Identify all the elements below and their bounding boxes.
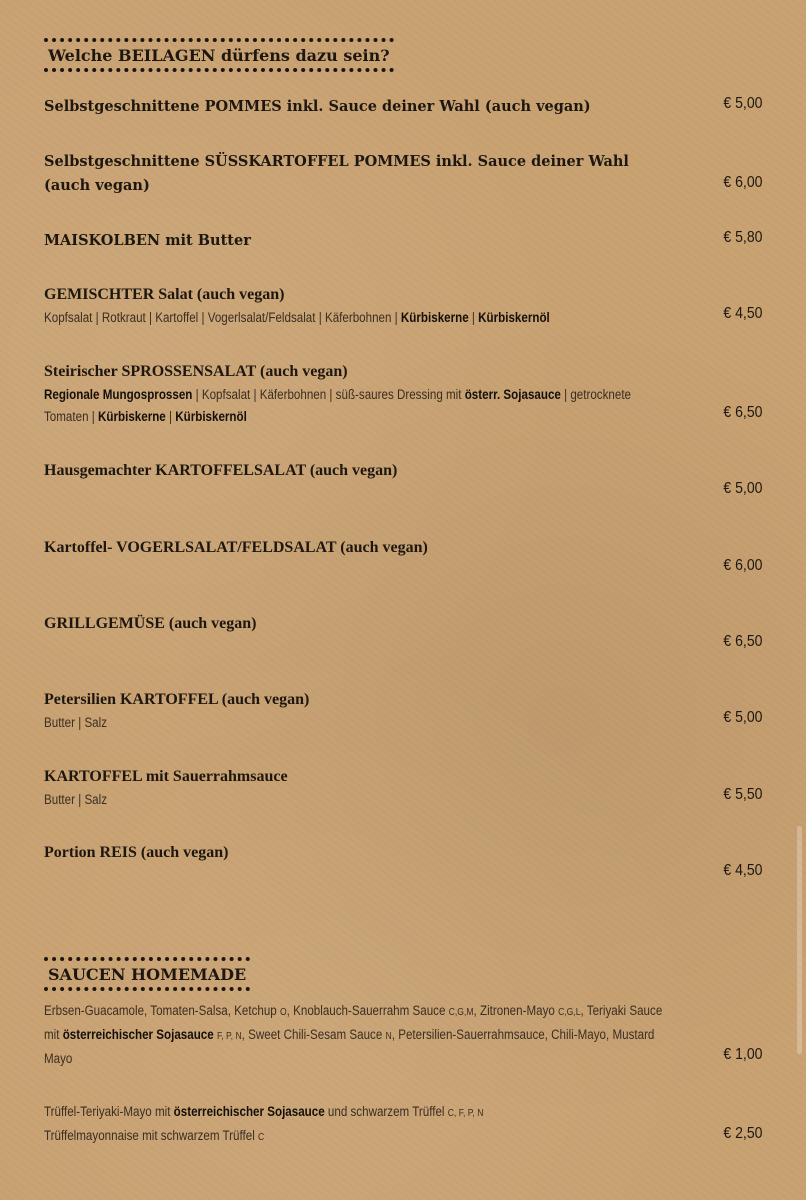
sauce-description: Trüffel-Teriyaki-Mayo mit österreichischer Sojasauce und schwarzem Trüffel C, F, P, N Trüffelmayonnaise mit schwarzem Trüffel C <box>44 1104 484 1143</box>
item-name: Hausgemachter KARTOFFELSALAT (auch vegan) <box>44 462 398 479</box>
sauce-price: € 2,50 <box>722 1125 762 1142</box>
item-price: € 6,50 <box>722 633 762 650</box>
menu-item-maiskolben <box>44 229 762 253</box>
item-name: Petersilien KARTOFFEL (auch vegan) <box>44 691 310 708</box>
beilagen-heading: Welche BEILAGEN dürfens dazu sein? <box>44 38 394 72</box>
item-price: € 4,50 <box>722 305 762 322</box>
item-price: € 6,50 <box>722 404 762 421</box>
item-price: € 5,00 <box>722 95 762 112</box>
item-name: Selbstgeschnittene SÜSSKARTOFFEL POMMES inkl. Sauce deiner Wahl (auch vegan) <box>44 153 629 194</box>
item-price: € 5,00 <box>722 480 762 497</box>
item-price: € 5,50 <box>722 786 762 803</box>
item-description: Butter | Salz <box>44 792 108 807</box>
item-price: € 6,00 <box>722 557 762 574</box>
menu-item-petersilien-kartoffel <box>44 688 762 734</box>
item-description: Butter | Salz <box>44 715 108 730</box>
item-name: KARTOFFEL mit Sauerrahmsauce <box>44 768 288 785</box>
item-description: Kopfsalat | Rotkraut | Kartoffel | Vogerlsalat/Feldsalat | Käferbohnen | Kürbiskerne | Kürbiskernöl <box>44 310 550 325</box>
item-name: GRILLGEMÜSE (auch vegan) <box>44 615 257 632</box>
menu-item-gemischter-salat <box>44 283 762 329</box>
item-price: € 4,50 <box>722 862 762 879</box>
item-name: GEMISCHTER Salat (auch vegan) <box>44 286 285 303</box>
sauce-item-standard <box>44 1000 762 1070</box>
saucen-heading: SAUCEN HOMEMADE <box>44 957 250 991</box>
menu-item-suesskartoffel <box>44 150 762 198</box>
item-price: € 5,80 <box>722 229 762 246</box>
menu-item-grillgemuese <box>44 612 762 650</box>
item-name: Portion REIS (auch vegan) <box>44 844 229 861</box>
menu-item-pommes <box>44 95 762 119</box>
item-name: MAISKOLBEN mit Butter <box>44 232 251 249</box>
sauce-item-trueffel <box>44 1101 762 1149</box>
item-price: € 5,00 <box>722 709 762 726</box>
menu-item-kartoffel-sauerrahm <box>44 765 762 811</box>
item-name: Selbstgeschnittene POMMES inkl. Sauce deiner Wahl (auch vegan) <box>44 98 591 115</box>
menu-item-reis <box>44 841 762 879</box>
menu-item-vogerlsalat <box>44 536 762 574</box>
item-price: € 6,00 <box>722 174 762 191</box>
item-description: Regionale Mungosprossen | Kopfsalat | Käferbohnen | süß-saures Dressing mit österr. Sojasauce | getrocknete Tomaten | Kürbiskerne | Kürbiskernöl <box>44 387 632 424</box>
sauce-description: Erbsen-Guacamole, Tomaten-Salsa, Ketchup O, Knoblauch-Sauerrahm Sauce C,G,M, Zitronen-Mayo C,G,L, Teriyaki Sauce mit österreichischer Sojasauce F, P, N, Sweet Chili-Sesam Sauce N, Petersilien-Sauerrahmsauce, Chili-Mayo, Mustard Mayo <box>44 1003 663 1066</box>
menu-item-kartoffelsalat <box>44 459 762 497</box>
item-name: Kartoffel- VOGERLSALAT/FELDSALAT (auch vegan) <box>44 539 428 556</box>
item-name: Steirischer SPROSSENSALAT (auch vegan) <box>44 363 348 380</box>
scrollbar[interactable] <box>797 826 802 1054</box>
menu-item-sprossensalat <box>44 360 762 428</box>
sauce-price: € 1,00 <box>722 1046 762 1063</box>
